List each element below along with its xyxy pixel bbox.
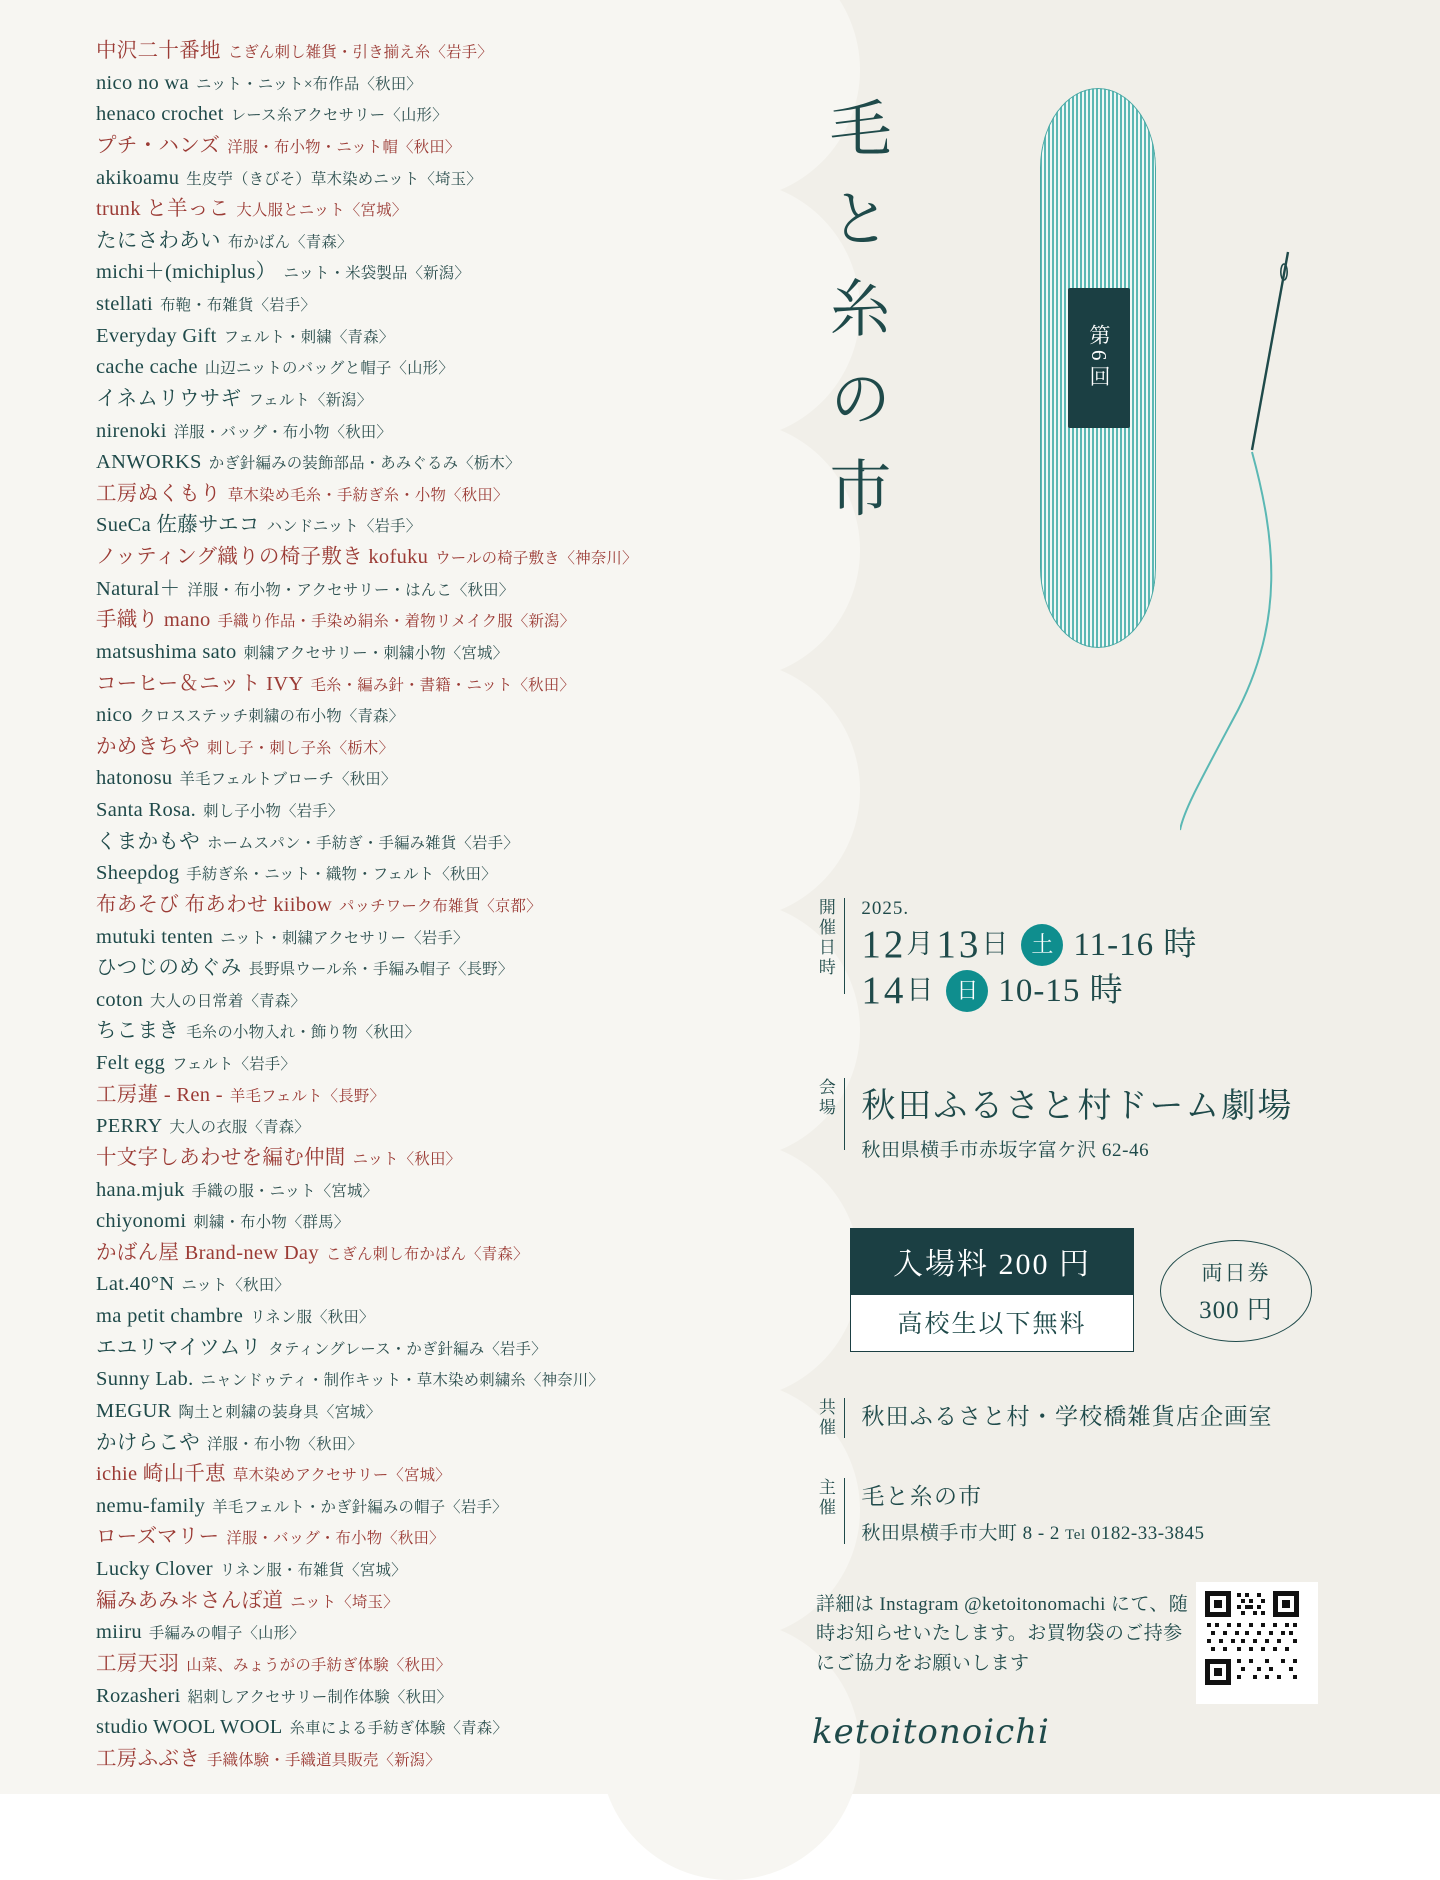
host-label: 主催 <box>815 1478 835 1518</box>
both-days-price: 300 円 <box>1199 1296 1273 1324</box>
exhibitor-name: Sunny Lab. <box>96 1368 194 1391</box>
exhibitor-description: 山菜、みょうがの手紡ぎ体験〈秋田〉 <box>186 1656 452 1674</box>
both-days-label: 両日券 <box>1201 1260 1271 1285</box>
exhibitor-description: 洋服・バッグ・布小物〈秋田〉 <box>173 423 392 441</box>
venue-address: 秋田県横手市赤坂字富ケ沢 62-46 <box>861 1140 1150 1161</box>
exhibitor-row <box>96 1303 756 1329</box>
month-value: 12 <box>861 923 907 966</box>
datetime-label: 開催日時 <box>815 898 835 978</box>
exhibitor-name: 工房天羽 <box>96 1652 180 1675</box>
exhibitor-name: プチ・ハンズ <box>96 134 221 157</box>
exhibitor-row <box>96 1619 756 1645</box>
exhibitor-description: かぎ針編みの装飾部品・あみぐるみ〈栃木〉 <box>208 455 521 473</box>
exhibitor-list <box>96 38 756 1777</box>
cohost-name: 秋田ふるさと村・学校橋雑貨店企画室 <box>861 1404 1273 1429</box>
exhibitor-row <box>96 70 756 96</box>
exhibitor-row <box>96 481 756 507</box>
exhibitor-name: nico no wa <box>96 71 189 94</box>
exhibitor-name: chiyonomi <box>96 1210 187 1233</box>
exhibitor-row <box>96 1556 756 1582</box>
exhibitor-name: MEGUR <box>96 1399 172 1422</box>
exhibitor-row <box>96 987 756 1013</box>
exhibitor-name: ma petit chambre <box>96 1305 244 1327</box>
exhibitor-row <box>96 544 756 570</box>
exhibitor-description: ホームスパン・手紡ぎ・手編み雑貨〈岩手〉 <box>207 834 519 852</box>
exhibitor-description: 生皮苧（きびそ）草木染めニット〈埼玉〉 <box>186 170 482 188</box>
exhibitor-name: michi＋(michiplus） <box>96 261 277 284</box>
exhibitor-name: たにさわあい <box>96 229 221 252</box>
exhibitor-name: coton <box>96 988 144 1011</box>
exhibitor-description: 刺し子小物〈岩手〉 <box>203 803 344 820</box>
cohost-block <box>816 1398 1291 1438</box>
exhibitor-row <box>96 386 756 412</box>
exhibitor-row <box>96 1524 756 1550</box>
exhibitor-row <box>96 512 756 538</box>
exhibitor-description: ニット・刺繍アクセサリー〈岩手〉 <box>220 929 469 947</box>
exhibitor-name: 工房蓮 - Ren - <box>96 1083 223 1106</box>
exhibitor-name: nico <box>96 704 133 727</box>
exhibitor-row <box>96 1018 756 1044</box>
exhibitor-name: 中沢二十番地 <box>96 40 221 62</box>
exhibitor-name: cache cache <box>96 356 198 379</box>
admission-price: 入場料 200 円 <box>851 1229 1133 1295</box>
exhibitor-row <box>96 291 756 317</box>
exhibitor-row <box>96 576 756 602</box>
exhibitor-description: フェルト〈新潟〉 <box>248 391 373 409</box>
exhibitor-description: ニャンドゥティ・制作キット・草木染め刺繍糸〈神奈川〉 <box>200 1372 604 1390</box>
exhibitor-description: リネン服・布雑貨〈宮城〉 <box>219 1562 407 1579</box>
cohost-label: 共催 <box>815 1398 835 1438</box>
time-range-day1: 11-16 時 <box>1073 926 1198 963</box>
yarn-skein-icon <box>1028 88 1168 648</box>
weekday-badge-saturday: 土 <box>1021 924 1063 966</box>
exhibitor-row <box>96 1493 756 1519</box>
exhibitor-description: リネン服〈秋田〉 <box>250 1309 375 1326</box>
exhibitor-row <box>96 259 756 285</box>
exhibitor-description: 手編みの帽子〈山形〉 <box>148 1625 305 1643</box>
exhibitor-name: 編みあみ＊さんぽ道 <box>96 1589 284 1612</box>
exhibitor-row <box>96 1746 756 1772</box>
exhibitor-row <box>96 1398 756 1424</box>
exhibitor-row <box>96 892 756 918</box>
exhibitor-description: 草木染めアクセサリー〈宮城〉 <box>232 1467 451 1485</box>
exhibitor-row <box>96 1651 756 1677</box>
exhibitor-description: タティングレース・かぎ針編み〈岩手〉 <box>268 1340 547 1358</box>
venue-block <box>816 1078 1311 1162</box>
exhibitor-name: studio WOOL WOOL <box>96 1716 283 1739</box>
host-address-text: 秋田県横手市大町 8 - 2 <box>861 1523 1060 1544</box>
exhibitor-row <box>96 1430 756 1456</box>
needle-icon <box>1180 240 1310 840</box>
weekday-badge-sunday: 日 <box>946 970 988 1012</box>
day-value: 14 <box>861 969 907 1013</box>
exhibitor-description: ニット〈秋田〉 <box>352 1150 462 1168</box>
exhibitor-description: フェルト・刺繍〈青森〉 <box>223 328 395 346</box>
qr-code-icon[interactable] <box>1196 1582 1318 1704</box>
host-telephone: 0182-33-3845 <box>1090 1523 1205 1544</box>
exhibitor-row <box>96 354 756 380</box>
exhibitor-row <box>96 1177 756 1203</box>
exhibitor-description: 長野県ウール糸・手編み帽子〈長野〉 <box>248 961 514 979</box>
exhibitor-description: ハンドニット〈岩手〉 <box>266 518 422 536</box>
exhibitor-description: 手織り作品・手染め絹糸・着物リメイク服〈新潟〉 <box>217 613 576 631</box>
exhibitor-name: Sheepdog <box>96 862 180 885</box>
exhibitor-row <box>96 765 756 791</box>
event-day-2 <box>861 968 1197 1014</box>
price-block <box>850 1228 1134 1352</box>
exhibitor-name: Lat.40°N <box>96 1273 175 1296</box>
event-day-1 <box>861 922 1197 968</box>
exhibitor-description: 草木染め毛糸・手紡ぎ糸・小物〈秋田〉 <box>227 486 509 504</box>
exhibitor-name: ひつじのめぐみ <box>96 957 242 980</box>
exhibitor-description: 洋服・布小物・アクセサリー・はんこ〈秋田〉 <box>187 581 515 599</box>
exhibitor-row <box>96 639 756 665</box>
exhibitor-description: 毛糸・編み針・書籍・ニット〈秋田〉 <box>310 676 575 694</box>
exhibitor-name: Rozasheri <box>96 1684 181 1707</box>
exhibitor-name: mutuki tenten <box>96 925 214 948</box>
exhibitor-description: 糸車による手紡ぎ体験〈青森〉 <box>289 1720 508 1738</box>
exhibitor-description: ウールの椅子敷き〈神奈川〉 <box>435 550 638 567</box>
exhibitor-row <box>96 797 756 823</box>
exhibitor-description: 刺繍・布小物〈群馬〉 <box>193 1214 350 1232</box>
exhibitor-row <box>96 829 756 855</box>
exhibitor-name: Santa Rosa. <box>96 799 197 821</box>
exhibitor-row <box>96 1145 756 1171</box>
exhibitor-name: ANWORKS <box>96 451 202 474</box>
exhibitor-name: 十文字しあわせを編む仲間 <box>96 1146 346 1169</box>
exhibitor-row <box>96 671 756 697</box>
exhibitor-row <box>96 228 756 254</box>
day-value: 13 <box>936 923 982 966</box>
exhibitor-description: 陶土と刺繍の装身具〈宮城〉 <box>178 1403 382 1421</box>
venue-name: 秋田ふるさと村ドーム劇場 <box>861 1088 1294 1125</box>
exhibitor-row <box>96 449 756 475</box>
exhibitor-description: ニット〈埼玉〉 <box>290 1593 399 1611</box>
exhibitor-description: こぎん刺し雑貨・引き揃え糸〈岩手〉 <box>227 44 493 61</box>
exhibitor-description: 手紡ぎ糸・ニット・織物・フェルト〈秋田〉 <box>186 866 497 884</box>
exhibitor-name: エユリマイツムリ <box>96 1336 262 1359</box>
exhibitor-row <box>96 1050 756 1076</box>
exhibitor-description: 刺繍アクセサリー・刺繍小物〈宮城〉 <box>243 644 509 662</box>
exhibitor-description: 刺し子・刺し子糸〈栃木〉 <box>207 739 395 757</box>
exhibitor-description: 洋服・布小物〈秋田〉 <box>207 1435 363 1453</box>
time-range-day2: 10-15 時 <box>998 972 1124 1009</box>
exhibitor-name: matsushima sato <box>96 640 237 663</box>
qr-code-graphic <box>1201 1587 1303 1689</box>
exhibitor-description: 大人服とニット〈宮城〉 <box>236 202 408 220</box>
exhibitor-name: かけらこや <box>96 1431 200 1454</box>
day-unit: 日 <box>981 929 1012 960</box>
exhibitor-name: ちこまき <box>96 1020 180 1043</box>
exhibitor-description: 羊毛フェルトブローチ〈秋田〉 <box>179 771 397 789</box>
exhibitor-description: 毛糸の小物入れ・飾り物〈秋田〉 <box>186 1024 421 1042</box>
exhibitor-row <box>96 734 756 760</box>
exhibitor-row <box>96 860 756 886</box>
exhibitor-description: ニット・ニット×布作品〈秋田〉 <box>195 75 422 93</box>
exhibitor-name: hana.mjuk <box>96 1178 185 1201</box>
exhibitor-row <box>96 1714 756 1740</box>
exhibitor-name: ローズマリー <box>96 1526 220 1549</box>
exhibitor-name: nemu-family <box>96 1494 206 1517</box>
exhibitor-row <box>96 196 756 222</box>
exhibitor-name: コーヒー＆ニット IVY <box>96 672 304 695</box>
exhibitor-description: レース糸アクセサリー〈山形〉 <box>230 107 448 125</box>
exhibitor-description: 手織体験・手織道具販売〈新潟〉 <box>207 1751 441 1769</box>
exhibitor-description: フェルト〈岩手〉 <box>172 1056 296 1073</box>
divider <box>844 1398 846 1438</box>
exhibitor-name: Everyday Gift <box>96 324 217 347</box>
exhibitor-row <box>96 1588 756 1614</box>
divider <box>844 1078 846 1150</box>
host-block <box>816 1478 1222 1545</box>
exhibitor-name: 手織り mano <box>96 609 211 632</box>
exhibitor-name: イネムリウサギ <box>96 387 242 410</box>
both-days-ticket-badge <box>1160 1240 1312 1342</box>
exhibitor-row <box>96 607 756 633</box>
exhibitor-name: Felt egg <box>96 1052 166 1074</box>
exhibitor-name: trunk と羊っこ <box>96 198 230 221</box>
exhibitor-row <box>96 1683 756 1709</box>
exhibitor-description: 洋服・バッグ・布小物〈秋田〉 <box>226 1530 445 1548</box>
exhibitor-description: 絽刺しアクセサリー制作体験〈秋田〉 <box>187 1688 453 1706</box>
exhibitor-name: 布あそび 布あわせ kiibow <box>96 893 332 916</box>
exhibitor-row <box>96 1461 756 1487</box>
exhibitor-description: 山辺ニットのバッグと帽子〈山形〉 <box>204 360 454 378</box>
brand-signature: ketoitonoichi <box>812 1712 1050 1752</box>
exhibitor-row <box>96 1113 756 1139</box>
exhibitor-description: 大人の衣服〈青森〉 <box>169 1119 310 1137</box>
divider <box>844 898 846 994</box>
exhibitor-name: hatonosu <box>96 767 173 790</box>
exhibitor-name: miiru <box>96 1621 142 1644</box>
exhibitor-row <box>96 1082 756 1108</box>
exhibitor-description: こぎん刺し布かばん〈青森〉 <box>325 1245 529 1263</box>
exhibitor-row <box>96 38 756 64</box>
exhibitor-description: 大人の日常着〈青森〉 <box>150 992 306 1010</box>
exhibitor-row <box>96 165 756 191</box>
exhibitor-name: PERRY <box>96 1115 163 1138</box>
exhibitor-name: Natural＋ <box>96 577 181 600</box>
exhibitor-row <box>96 955 756 981</box>
host-name: 毛と糸の市 <box>861 1484 983 1509</box>
exhibitor-description: 羊毛フェルト・かぎ針編みの帽子〈岩手〉 <box>212 1498 508 1516</box>
exhibitor-name: ichie 崎山千恵 <box>96 1463 226 1486</box>
divider <box>844 1478 846 1544</box>
exhibitor-description: 手織の服・ニット〈宮城〉 <box>191 1182 379 1200</box>
month-unit: 月 <box>906 929 937 960</box>
event-year: 2025. <box>861 898 910 919</box>
edition-badge-label: 第6回 <box>1087 324 1111 392</box>
exhibitor-name: くまかもや <box>96 830 200 853</box>
exhibitor-row <box>96 1240 756 1266</box>
admission-box <box>850 1228 1134 1352</box>
exhibitor-description: 洋服・布小物・ニット帽〈秋田〉 <box>227 138 461 156</box>
exhibitor-name: henaco crochet <box>96 103 224 126</box>
exhibitor-name: 工房ぬくもり <box>96 482 221 505</box>
exhibitor-row <box>96 133 756 159</box>
exhibitor-row <box>96 418 756 444</box>
exhibitor-row <box>96 1335 756 1361</box>
exhibitor-name: akikoamu <box>96 166 180 189</box>
exhibitor-description: 布かばん〈青森〉 <box>227 233 353 251</box>
exhibitor-description: ニット・米袋製品〈新潟〉 <box>283 265 470 283</box>
exhibitor-row <box>96 924 756 950</box>
exhibitor-row <box>96 1271 756 1297</box>
exhibitor-name: nirenoki <box>96 419 167 442</box>
edition-badge <box>1068 288 1130 428</box>
exhibitor-description: ニット〈秋田〉 <box>181 1277 290 1295</box>
exhibitor-name: かめきちや <box>96 735 200 758</box>
host-address <box>861 1518 1204 1545</box>
exhibitor-description: クロスステッチ刺繍の布小物〈青森〉 <box>139 708 405 726</box>
exhibitor-name: stellati <box>96 293 154 315</box>
datetime-block <box>816 898 1251 1014</box>
exhibitor-name: ノッティング織りの椅子敷き kofuku <box>96 546 429 568</box>
exhibitor-description: パッチワーク布雑貨〈京都〉 <box>339 897 542 915</box>
exhibitor-name: SueCa 佐藤サエコ <box>96 514 260 537</box>
exhibitor-name: 工房ふぶき <box>96 1747 200 1770</box>
exhibitor-row <box>96 702 756 728</box>
exhibitor-description: 布鞄・布雑貨〈岩手〉 <box>160 297 316 314</box>
admission-free-note: 高校生以下無料 <box>851 1295 1133 1351</box>
day-unit: 日 <box>906 975 937 1006</box>
tel-label: Tel <box>1065 1527 1086 1543</box>
exhibitor-row <box>96 323 756 349</box>
exhibitor-row <box>96 101 756 127</box>
exhibitor-name: かばん屋 Brand-new Day <box>96 1241 319 1264</box>
page-title: 毛と糸の市 <box>820 96 888 546</box>
exhibitor-row <box>96 1366 756 1392</box>
footer-note: 詳細は Instagram @ketoitonomachi にて、随時お知らせいたします。お買物袋のご持参にご協力をお願いします <box>816 1594 1189 1674</box>
venue-label: 会場 <box>815 1078 835 1118</box>
exhibitor-row <box>96 1208 756 1234</box>
exhibitor-name: Lucky Clover <box>96 1558 213 1580</box>
exhibitor-description: 羊毛フェルト〈長野〉 <box>229 1087 385 1105</box>
